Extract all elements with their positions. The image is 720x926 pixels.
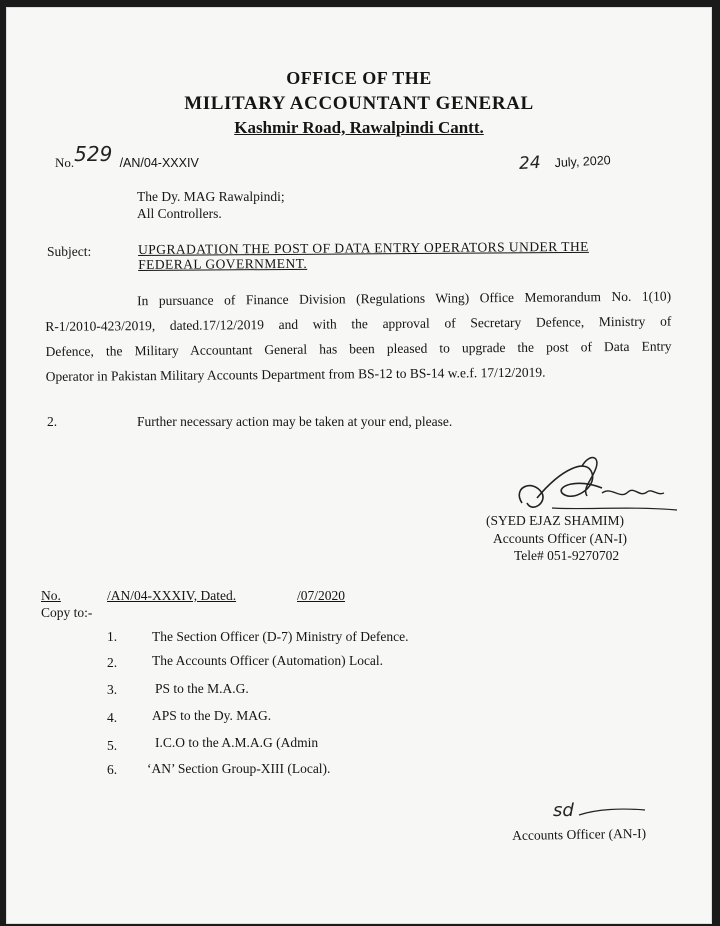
office-heading: OFFICE OF THE	[286, 68, 432, 88]
ref-number-line	[55, 142, 199, 172]
subject-line-2: FEDERAL GOVERNMENT.	[138, 255, 308, 272]
footer-signatory-title: Accounts Officer (AN-I)	[512, 825, 647, 843]
signatory-name: (SYED EJAZ SHAMIM)	[486, 513, 624, 528]
copy-item-6-number: 6.	[107, 762, 118, 777]
paragraph-1-line-3: Defence, the Military Accountant General has been pleased to upgrade the post of Data Entry	[45, 338, 672, 359]
copy-item-3-number: 3.	[107, 682, 118, 697]
ref-date	[518, 149, 611, 174]
copy-ref-date: /07/2020	[297, 588, 346, 603]
copy-item-5-text: I.C.O to the A.M.A.G (Admin	[155, 735, 319, 750]
ref-handwritten-number: 529	[74, 142, 113, 166]
addressee-line-1: The Dy. MAG Rawalpindi;	[137, 189, 285, 204]
paragraph-1-line-1: In pursuance of Finance Division (Regulations Wing) Office Memorandum No. 1(10)	[137, 288, 672, 309]
body-paragraph-1	[45, 284, 672, 389]
paragraph-1-line-4: Operator in Pakistan Military Accounts Department from BS-12 to BS-14 w.e.f. 17/12/2019.	[45, 364, 546, 384]
addressee-line-2: All Controllers.	[137, 206, 222, 221]
copy-item-4-text: APS to the Dy. MAG.	[152, 708, 272, 723]
copy-ref-no: No.	[41, 588, 61, 603]
document-page	[7, 8, 711, 923]
copy-item-4-number: 4.	[107, 710, 118, 725]
copy-item-6-text: ‘AN’ Section Group-XIII (Local).	[147, 761, 331, 776]
footer-sd-stroke	[577, 805, 647, 819]
date-handwritten-day: 24	[518, 152, 542, 174]
copy-to-label: Copy to:-	[41, 605, 93, 620]
copy-ref-number: /AN/04-XXXIV, Dated.	[107, 588, 237, 603]
ref-suffix: /AN/04-XXXIV	[119, 156, 199, 170]
subject-text	[138, 239, 589, 273]
ref-prefix: No.	[55, 155, 75, 170]
address-heading: Kashmir Road, Rawalpindi Cantt.	[234, 118, 484, 137]
copy-item-3-text: PS to the M.A.G.	[155, 681, 249, 696]
copy-item-1-number: 1.	[107, 629, 118, 644]
paragraph-2-text: Further necessary action may be taken at your end, please.	[137, 414, 453, 429]
copy-item-5-number: 5.	[107, 738, 118, 753]
paragraph-2-number: 2.	[47, 414, 58, 429]
paragraph-1-line-2: R-1/2010-423/2019, dated.17/12/2019 and with the approval of Secretary Defence, Ministry of	[45, 313, 672, 334]
organization-heading: MILITARY ACCOUNTANT GENERAL	[184, 93, 534, 114]
copy-item-2-number: 2.	[107, 655, 118, 670]
date-month-year: July, 2020	[554, 153, 611, 171]
copy-item-2-text: The Accounts Officer (Automation) Local.	[152, 653, 384, 668]
copy-item-1-text: The Section Officer (D-7) Ministry of Defence.	[152, 629, 409, 644]
signatory-title: Accounts Officer (AN-I)	[493, 531, 627, 546]
subject-label: Subject:	[47, 244, 92, 259]
subject-line-1: UPGRADATION THE POST OF DATA ENTRY OPERATORS UNDER THE	[138, 238, 589, 257]
signatory-telephone: Tele# 051-9270702	[514, 548, 620, 563]
footer-sd-mark: sd	[553, 800, 574, 821]
